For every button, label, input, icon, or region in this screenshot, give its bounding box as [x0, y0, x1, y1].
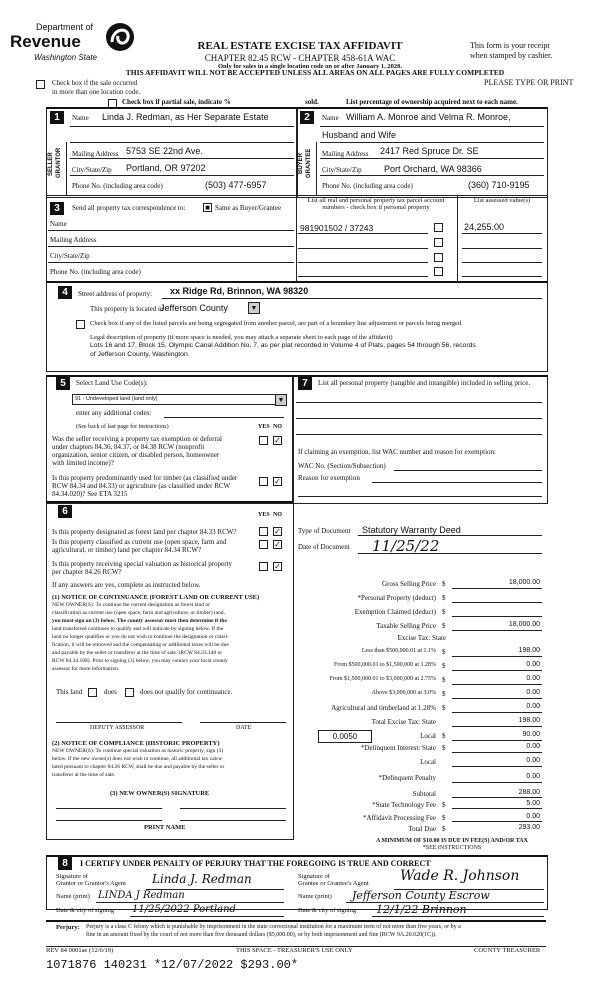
see-back-label: (See back of last page for instructions)	[76, 424, 169, 430]
date-of-document[interactable]: 11/25/22	[372, 537, 440, 555]
print-name-line-1[interactable]	[56, 820, 162, 821]
assessed-line-4[interactable]	[462, 276, 542, 277]
legal-desc-2[interactable]: of Jefferson County, Washington.	[90, 351, 190, 358]
parcel-line-4[interactable]	[298, 276, 428, 277]
proc-dollar: $	[442, 814, 446, 822]
form-chapter: CHAPTER 82.45 RCW - CHAPTER 458-61A WAC	[204, 53, 396, 63]
section-5-number: 5	[56, 377, 70, 390]
tax-tier-4[interactable]: 0.00	[526, 689, 540, 696]
list-pct-note: List percentage of ownership acquired next to each name.	[346, 98, 518, 106]
ag-label: Agricultural and timberland at 1.28%	[331, 704, 436, 712]
delinquent-interest-state[interactable]: 0.00	[526, 743, 540, 750]
del-int-dollar: $	[442, 744, 446, 752]
perjury-label: Perjury:	[56, 924, 80, 931]
land-use-select[interactable]: 91 - Undeveloped land (land only)	[72, 394, 276, 405]
tax-table	[292, 572, 546, 837]
gross-dollar: $	[442, 580, 446, 588]
gross-selling-price[interactable]: 18,000.00	[508, 579, 540, 586]
sec3-divider-2	[457, 195, 458, 281]
type-of-document[interactable]: Statutory Warranty Deed	[362, 525, 461, 535]
sec3-mail-line[interactable]	[48, 246, 294, 247]
wac-label: WAC No. (Section/Subsection)	[298, 462, 386, 470]
notice2-l2: below. If the new owner(s) does not wish to continue, all additional tax calcu-	[52, 756, 224, 762]
parcel-line-1	[298, 233, 428, 234]
grantee-name-label: Name (print)	[298, 893, 332, 900]
buyer-mail-label: Mailing Address	[322, 150, 369, 158]
notice1-l9: assessor for more information.	[52, 666, 120, 672]
sec7-line-2[interactable]	[296, 418, 542, 419]
this-land-label: This land	[56, 688, 83, 696]
tech-fee-label: *State Technology Fee	[372, 801, 436, 809]
buyer-name-1[interactable]: William A. Monroe and Velma R. Monroe,	[346, 112, 511, 122]
select-land-use-label: Select Land Use Code(s):	[76, 379, 148, 387]
buyer-phone-label: Phone No. (including area code)	[322, 182, 413, 190]
street-address-label: Street address of property:	[78, 290, 153, 298]
grantor-name[interactable]: LINDA J Redman	[98, 890, 185, 901]
certify-statement: I CERTIFY UNDER PENALTY OF PERJURY THAT THE FOREGOING IS TRUE AND CORRECT	[80, 859, 431, 868]
personal-property-checkbox-2[interactable]	[434, 238, 443, 247]
assessed-value[interactable]: 24,255.00	[464, 222, 505, 232]
does-label: does	[104, 688, 117, 696]
sec5-q2-2: RCW 84.34 and 84.33) or agriculture (as classified under RCW	[52, 482, 231, 490]
buyer-name-label: Name	[322, 114, 339, 122]
seller-phone[interactable]: (503) 477-6957	[205, 180, 267, 190]
assessed-line-3[interactable]	[462, 262, 542, 263]
form-revision: REV 84 0001ae (12/6/19)	[46, 947, 114, 954]
type-doc-label: Type of Document	[298, 527, 351, 535]
sec7-title: List all personal property (tangible and intangible) included in selling price.	[318, 379, 531, 387]
seller-mail[interactable]: 5753 SE 22nd Ave.	[126, 146, 203, 156]
buyer-side-divider	[316, 142, 317, 195]
buyer-phone[interactable]: (360) 710-9195	[468, 180, 530, 190]
seller-name-label: Name	[72, 114, 89, 122]
taxable-selling-price[interactable]: 18,000.00	[508, 621, 540, 628]
date-doc-line	[358, 553, 542, 554]
section-6-number: 6	[58, 505, 72, 518]
multi-location-checkbox[interactable]	[36, 80, 45, 89]
notice2-l4: transferor at the time of sale.	[52, 772, 116, 778]
grantor-name-label: Name (print)	[56, 893, 90, 900]
total-due-dollar: $	[442, 825, 446, 833]
buyer-city-line	[320, 175, 544, 176]
enter-codes-label: enter any additional codes:	[76, 409, 152, 417]
notice2-title: (2) NOTICE OF COMPLIANCE (HISTORIC PROPERTY)	[52, 740, 220, 747]
personal-property-checkbox-3[interactable]	[434, 253, 443, 262]
send-correspondence-label: Send all property tax correspondence to:	[72, 204, 186, 212]
section-4-number: 4	[58, 286, 72, 299]
reason-line[interactable]	[372, 482, 542, 483]
affidavit-processing-fee[interactable]: 0.00	[526, 813, 540, 820]
proc-fee-label: *Affidavit Processing Fee	[363, 814, 436, 822]
seller-side-label-1: SELLER	[48, 152, 54, 176]
personal-dollar: $	[442, 594, 446, 602]
seller-blank-line	[70, 142, 294, 143]
dor-swirl-icon	[104, 20, 136, 54]
sec5-q2-yes-checkbox[interactable]	[259, 477, 268, 486]
grantee-date-label: Date & city of signing	[298, 907, 357, 914]
grantee-sig-label-2: Grantee or Grantee's Agent	[298, 880, 369, 887]
sec6-q2-no-checkbox[interactable]: ✓	[274, 540, 281, 549]
subtotal-label: Subtotal	[412, 790, 436, 798]
multi-location-label-1: Check box if the sale occurred	[52, 79, 138, 87]
local-rate[interactable]: 0.0050	[318, 730, 372, 743]
only-for-note: Only for sales in a single location code on or after January 1, 2020.	[218, 63, 402, 70]
local-dollar: $	[442, 732, 446, 740]
sec6-q1: Is this property designated as forest land per chapter 84.33 RCW?	[52, 528, 237, 536]
street-address[interactable]: xx Ridge Rd, Brinnon, WA 98320	[170, 286, 309, 296]
does-not-checkbox[interactable]	[125, 688, 134, 697]
sec5-q2-1: Is this property predominantly used for timber (as classified under	[52, 474, 238, 482]
delinquent-penalty[interactable]: 0.00	[526, 773, 540, 780]
seller-name[interactable]: Linda J. Redman, as Her Separate Estate	[102, 112, 269, 122]
print-name-line-2[interactable]	[180, 820, 286, 821]
located-in-label: This property is located in	[90, 305, 164, 313]
t2-dollar: $	[442, 662, 446, 670]
sec5-yes-header: YES	[258, 424, 270, 430]
buyer-side-label-1: BUYER	[298, 152, 304, 174]
exempt-label: Exemption Claimed (deduct)	[354, 608, 436, 616]
perjury-text-2: fine in an amount fixed by the court of not more than five thousand dollars ($5,000.00), or by both imprisonment and fine (RCW 9A.20.020(1C)).	[86, 932, 437, 938]
buyer-side-label-2: GRANTEE	[306, 148, 312, 178]
total-excise-state[interactable]: 198.00	[518, 717, 540, 724]
del-int-state-label: *Delinquent Interest: State	[360, 744, 436, 752]
del-local-label: Local	[420, 758, 436, 766]
seller-mail-line	[70, 158, 294, 159]
print-name-label: PRINT NAME	[144, 824, 186, 831]
total-state-label: Total Excise Tax: State	[371, 718, 436, 726]
treasurer-use-only: THIS SPACE - TREASURER'S USE ONLY	[236, 947, 353, 954]
sec3-name-line[interactable]	[48, 230, 294, 231]
buyer-name-line	[320, 126, 544, 127]
reason-line-2[interactable]	[298, 496, 542, 497]
buyer-city[interactable]: Port Orchard, WA 98366	[384, 164, 482, 174]
sec3-mail-label: Mailing Address	[50, 236, 97, 244]
washington-state-label: Washington State	[34, 53, 98, 62]
personal-property-checkbox-1[interactable]	[434, 223, 443, 232]
sec7-line-1[interactable]	[296, 402, 542, 403]
section-7-number: 7	[298, 377, 312, 390]
sold-label: sold.	[305, 98, 319, 106]
sec3-city-line[interactable]	[48, 262, 294, 263]
seller-phone-label: Phone No. (including area code)	[72, 182, 163, 190]
grantor-signature[interactable]: Linda J. Redman	[152, 872, 252, 886]
sec5-q1-1: Was the seller receiving a property tax exemption or deferral	[52, 435, 222, 443]
sec5-q1-4: with limited income)?	[52, 459, 114, 467]
warning-banner: THIS AFFIDAVIT WILL NOT BE ACCEPTED UNLESS ALL AREAS ON ALL PAGES ARE FULLY COMPLETED	[125, 68, 505, 77]
sec6-q3-1: Is this property receiving special valuation as historical property	[52, 560, 233, 568]
receipt-note-2: when stamped by cashier.	[470, 51, 553, 60]
state-technology-fee[interactable]: 5.00	[526, 800, 540, 807]
notice2-l1: NEW OWNER(S): To continue special valuation as historic property, sign (3)	[52, 748, 224, 754]
enter-codes-line[interactable]	[164, 417, 284, 418]
legal-desc-label: Legal description of property (if more space is needed, you may attach a separate sheet to each page of the affidavit)	[90, 334, 393, 341]
t2-label: From $500,000.01 to $1,500,000 at 1.28%	[334, 662, 436, 668]
does-not-label: does not qualify for continuance.	[140, 688, 233, 696]
grantee-signature[interactable]: Wade R. Johnson	[400, 868, 520, 884]
exempt-dollar: $	[442, 608, 446, 616]
t3-dollar: $	[442, 676, 446, 684]
form-title: REAL ESTATE EXCISE TAX AFFIDAVIT	[197, 40, 403, 52]
parcel-number[interactable]: 981901502 / 37243	[300, 223, 374, 233]
seller-city[interactable]: Portland, OR 97202	[126, 163, 206, 173]
legal-desc-1[interactable]: Lots 16 and 17, Block 15, Olympic Canal Addition No. 7, as per plat recorded in Volume 4 of Plats, pages 54 through 56, records	[90, 342, 476, 349]
deputy-assessor-label: DEPUTY ASSESSOR	[90, 725, 145, 731]
sec6-q2-yes-checkbox[interactable]	[259, 540, 268, 549]
notice1-l3: you must sign on (3) below. The county assessor must then determine if the	[52, 618, 227, 624]
list-parcel-label: List all real and personal property tax parcel account numbers - check box if personal property	[307, 197, 445, 211]
agricultural-tax[interactable]: 0.00	[526, 703, 540, 710]
personal-label: *Personal Property (deduct)	[357, 594, 436, 602]
minimum-note: A MINIMUM OF $10.00 IS DUE IN FEE(S) AND/OR TAX	[376, 838, 528, 844]
new-owner-sig-line-2[interactable]	[180, 808, 286, 809]
personal-property-checkbox-4[interactable]	[434, 267, 443, 276]
buyer-name-2[interactable]: Husband and Wife	[322, 130, 397, 140]
del-pen-label: *Delinquent Penalty	[378, 774, 436, 782]
segregated-label: Check box if any of the listed parcels are being segregated from another parcel, are part of a boundary line adjustment or parcels being merged.	[90, 320, 463, 327]
perjury-text-1: Perjury is a class C felony which is punishable by imprisonment in the state correctional institution for a maximum term of not more than five years, or by a	[86, 924, 461, 930]
county-select[interactable]: Jefferson County	[160, 303, 228, 313]
cashier-stamp: 1071876 140231 *12/07/2022 $293.00*	[46, 958, 299, 972]
same-as-buyer-label: Same as Buyer/Grantee	[215, 204, 282, 212]
type-doc-line	[358, 535, 542, 536]
sec6-if-yes: If any answers are yes, complete as instructed below.	[52, 581, 201, 589]
deputy-date-line[interactable]	[200, 722, 286, 723]
segregated-checkbox[interactable]	[76, 320, 85, 329]
grantee-date-city[interactable]: 12/1/22 Brinnon	[376, 903, 467, 916]
sec6-q1-no-checkbox[interactable]: ✓	[274, 527, 281, 536]
tax-tier-1[interactable]: 198.00	[518, 647, 540, 654]
reason-label: Reason for exemption	[298, 474, 360, 482]
notice1-l6: fication, it will be removed and the compensating or additional taxes will be due	[52, 642, 229, 648]
section-1-number: 1	[50, 111, 64, 124]
sec7-line-3[interactable]	[296, 434, 542, 435]
seller-side-label-2: GRANTOR	[56, 147, 62, 178]
see-instructions: *SEE INSTRUCTIONS	[422, 845, 482, 851]
local-tax[interactable]: 90.00	[522, 731, 540, 738]
sec6-q2-2: agricultural, or timber) land per chapter 84.34 RCW?	[52, 546, 202, 554]
seller-city-label: City/State/Zip	[72, 166, 112, 174]
t1-label: Less than $500,000.01 at 1.1%	[361, 648, 436, 654]
sec6-q2-1: Is this property classified as current use (open space, farm and	[52, 538, 227, 546]
county-treasurer: COUNTY TREASURER	[474, 947, 541, 954]
street-line	[162, 298, 542, 299]
sec6-q3-no-checkbox[interactable]: ✓	[274, 562, 281, 571]
notice1-l2: classification as current use (open space, farm and agriculture, or timber) land,	[52, 610, 225, 616]
sec3-phone-label: Phone No. (including area code)	[50, 268, 141, 276]
sec6-q3-yes-checkbox[interactable]	[259, 562, 268, 571]
sec3-city-label: City/State/Zip	[50, 252, 90, 260]
t4-dollar: $	[442, 690, 446, 698]
t3-label: From $1,500,000.01 to $3,000,000 at 2.75%	[329, 676, 436, 682]
notice1-l1: NEW OWNER(S): To continue the current designation as forest land or	[52, 602, 210, 608]
local-label: Local	[420, 732, 436, 740]
grantor-sig-label-1: Signature of	[56, 873, 88, 880]
buyer-city-label: City/State/Zip	[322, 166, 362, 174]
please-type: PLEASE TYPE OR PRINT	[484, 78, 574, 87]
sec6-q1-yes-checkbox[interactable]	[259, 527, 268, 536]
seller-name-line	[70, 126, 294, 127]
section-7-personal-property	[292, 375, 548, 504]
seller-city-line	[70, 175, 294, 176]
sec5-q2-no-checkbox[interactable]: ✓	[274, 477, 281, 486]
buyer-mail[interactable]: 2417 Red Spruce Dr. SE	[380, 146, 479, 156]
section-3-number: 3	[50, 202, 64, 215]
total-due-label: Total Due	[408, 825, 436, 833]
t4-label: Above $3,000,000 at 3.0%	[371, 690, 436, 696]
does-checkbox[interactable]	[88, 688, 97, 697]
assessed-line-2[interactable]	[462, 248, 542, 249]
total-due[interactable]: 293.00	[518, 824, 540, 831]
date-doc-label: Date of Document	[298, 543, 350, 551]
county-dropdown-icon[interactable]: ▼	[248, 302, 260, 314]
notice1-l5: land no longer qualifies or you do not wish to continue the designation or classi-	[52, 634, 229, 640]
wac-line[interactable]	[394, 470, 542, 471]
grantee-name[interactable]: Jefferson County Escrow	[352, 889, 490, 902]
grantee-sig-label-1: Signature of	[298, 873, 330, 880]
buyer-blank-line	[320, 142, 544, 143]
seller-side-divider	[66, 142, 67, 195]
section-2-number: 2	[300, 111, 314, 124]
sec5-q2-3: 84.34.020)? See ETA 3215	[52, 490, 128, 498]
land-use-dropdown-icon[interactable]: ▼	[275, 394, 287, 406]
list-assessed-label: List assessed value(s)	[473, 197, 531, 204]
claiming-exemption-label: If claiming an exemption, list WAC number and reason for exemption:	[298, 448, 496, 456]
dor-logo	[8, 20, 138, 64]
sec6-yes-header: YES	[258, 512, 270, 518]
assessed-line-1	[462, 233, 542, 234]
seller-mail-label: Mailing Address	[72, 150, 119, 158]
notice1-title: (1) NOTICE OF CONTINUANCE (FOREST LAND OR CURRENT USE)	[52, 594, 260, 601]
sec5-q1-3: organization, senior citizen, or disabled person, homeowner	[52, 451, 220, 459]
excise-label: Excise Tax: State	[397, 634, 446, 642]
dept-of-label: Department of	[36, 22, 94, 32]
notice1-l4: land transferred continues to qualify and will indicate by signing below. If the	[52, 626, 224, 632]
tax-tier-3[interactable]: 0.00	[526, 675, 540, 682]
parcel-line-3[interactable]	[298, 262, 428, 263]
deputy-date-label: DATE	[236, 725, 252, 731]
receipt-note-1: This form is your receipt	[470, 41, 550, 50]
tax-tier-2[interactable]: 0.00	[526, 661, 540, 668]
multi-location-label-2: in more than one location code.	[52, 88, 141, 96]
parcel-line-2[interactable]	[298, 248, 428, 249]
delinquent-interest-local[interactable]: 0.00	[526, 757, 540, 764]
section-8-number: 8	[58, 857, 72, 870]
revenue-label: Revenue	[10, 32, 81, 51]
deputy-sig-line[interactable]	[56, 722, 182, 723]
subtotal[interactable]: 288.00	[518, 789, 540, 796]
partial-sale-label: Check box if partial sale, indicate %	[122, 98, 231, 106]
same-as-buyer-checkbox[interactable]: ■	[203, 203, 212, 212]
taxable-dollar: $	[442, 622, 446, 630]
sec6-no-header: NO	[273, 512, 282, 518]
tech-dollar: $	[442, 801, 446, 809]
sec5-q1-no-checkbox[interactable]: ✓	[274, 436, 281, 445]
sec3-divider	[296, 195, 297, 281]
ag-dollar: $	[442, 704, 446, 712]
gross-label: Gross Selling Price	[381, 580, 436, 588]
notice2-l3: lated pursuant to chapter 84.26 RCW, shall be due and payable by the seller or	[52, 764, 225, 770]
grantor-sig-label-2: Grantor or Grantor's Agent	[56, 880, 126, 887]
taxable-label: Taxable Selling Price	[376, 622, 436, 630]
new-owner-sig-line-1[interactable]	[56, 808, 162, 809]
sec3-name-label: Name	[50, 220, 67, 228]
notice1-l8: RCW 84.34.108). Prior to signing (3) below, you may contact your local county	[52, 658, 228, 664]
notice1-l7: and payable by the seller or transferor at the time of sale. (RCW 84.33.140 or	[52, 650, 223, 656]
grantor-date-city[interactable]: 11/25/2022 Portland	[132, 904, 236, 915]
sec5-q1-2: under chapters 84.36, 84.37, or 84.38 RCW (nonprofit	[52, 443, 205, 451]
sec5-no-header: NO	[273, 424, 282, 430]
grantor-date-label: Date & city of signing	[56, 907, 115, 914]
sec6-q3-2: per chapter 84.26 RCW?	[52, 568, 122, 576]
buyer-mail-line	[320, 158, 544, 159]
sec5-q1-yes-checkbox[interactable]	[259, 436, 268, 445]
notice3-title: (3) NEW OWNER(S) SIGNATURE	[110, 790, 210, 797]
t1-dollar: $	[442, 648, 446, 656]
